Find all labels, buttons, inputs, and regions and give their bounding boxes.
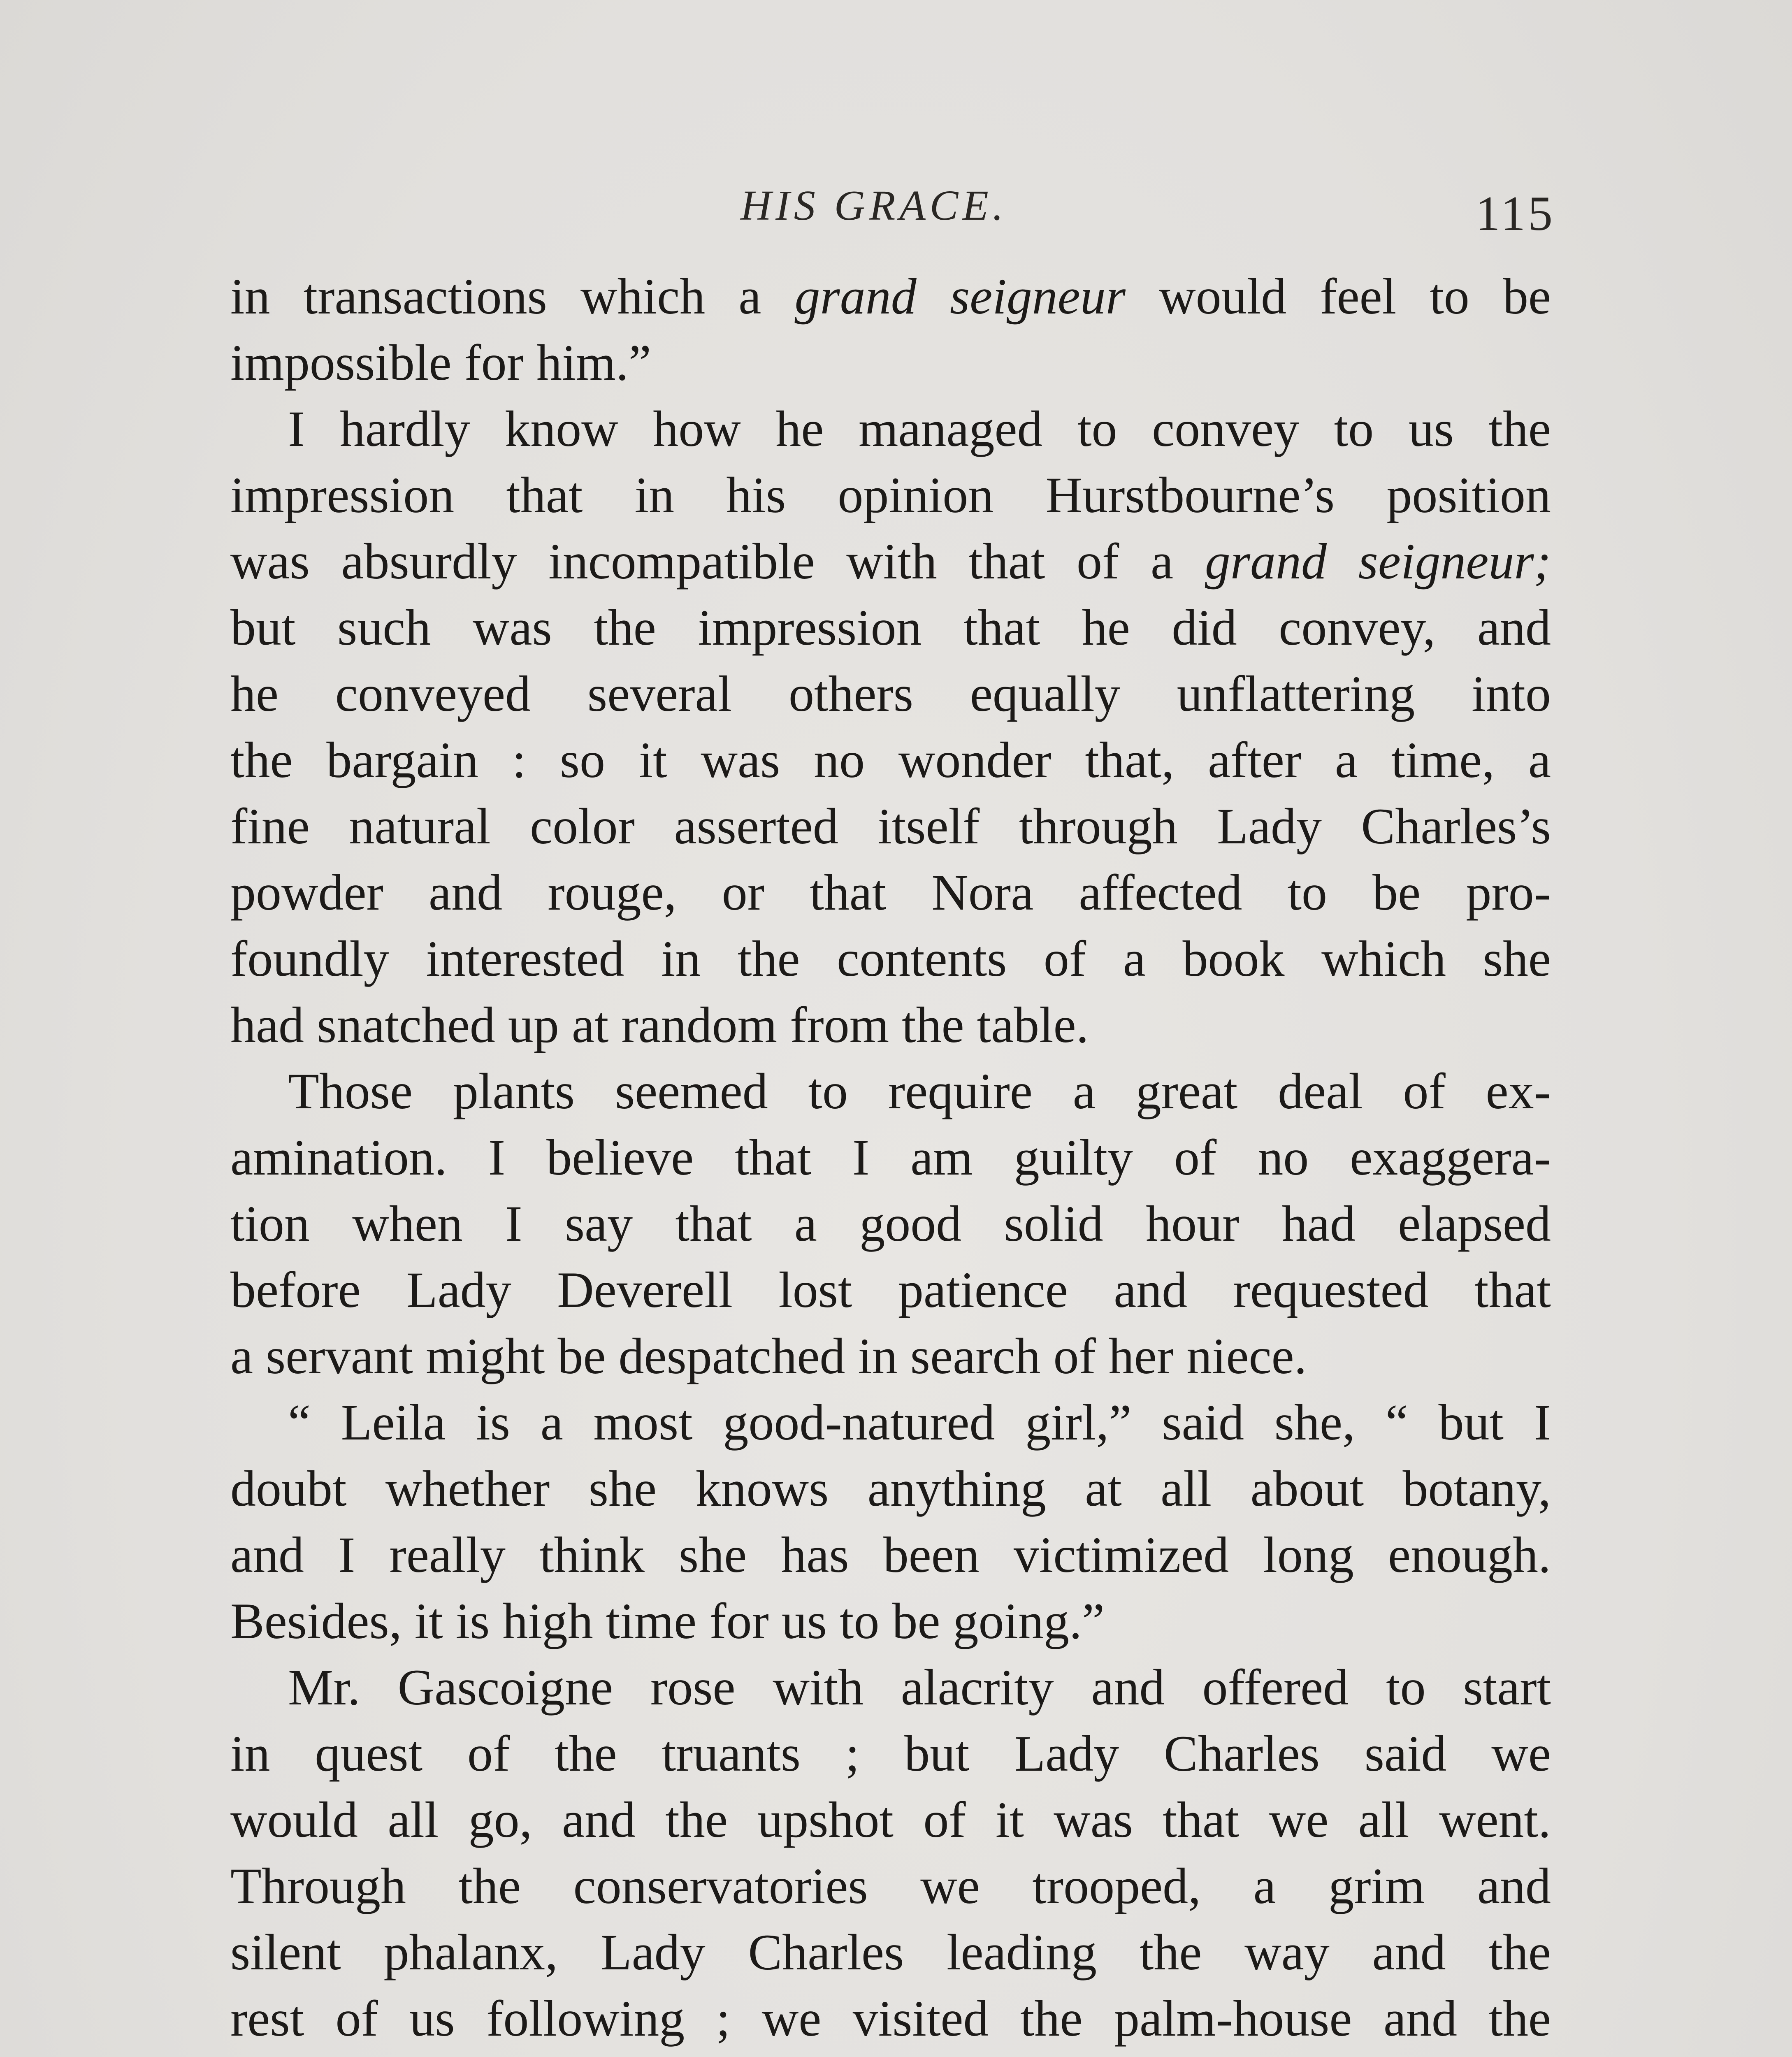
text-line: Through the conservatories we trooped, a grim and [230, 1858, 1551, 1914]
text-line: tion when I say that a good solid hour had elapsed [230, 1196, 1551, 1252]
text-line: impression that in his opinion Hurstbourne’s position [230, 467, 1551, 523]
text-line: had snatched up at random from the table. [230, 997, 1089, 1053]
text-line: was absurdly incompatible with that of a grand seigneur; [230, 533, 1551, 590]
text-line: before Lady Deverell lost patience and requested that [230, 1262, 1551, 1318]
text-line: the bargain : so it was no wonder that, after a time, a [230, 732, 1551, 788]
text-line: foundly interested in the contents of a book which she [230, 931, 1551, 987]
text-line: impossible for him.” [230, 334, 651, 391]
running-head: HIS GRACE. [740, 182, 1007, 229]
text-line: in transactions which a grand seigneur would feel to be [230, 268, 1551, 325]
text-line: doubt whether she knows anything at all about botany, [230, 1460, 1551, 1517]
page-header [230, 173, 1555, 243]
text-line: fine natural color asserted itself through Lady Charles’s [230, 798, 1551, 854]
body-text [230, 263, 1551, 2057]
text-line: silent phalanx, Lady Charles leading the way and the [230, 1924, 1551, 1980]
text-line: “ Leila is a most good-natured girl,” said she, “ but I [288, 1394, 1551, 1451]
text-line: he conveyed several others equally unflattering into [230, 666, 1551, 722]
text-line: a servant might be despatched in search of her niece. [230, 1328, 1307, 1384]
page-number: 115 [1475, 186, 1555, 241]
text-line: amination. I believe that I am guilty of no exaggera- [230, 1129, 1551, 1186]
text-line: but such was the impression that he did convey, and [230, 599, 1551, 656]
text-line: Besides, it is high time for us to be going.” [230, 1593, 1105, 1649]
text-line: and I really think she has been victimized long enough. [230, 1527, 1551, 1583]
text-line: rest of us following ; we visited the palm-house and the [230, 1990, 1551, 2047]
text-line: Mr. Gascoigne rose with alacrity and offered to start [288, 1659, 1551, 1716]
text-line: I hardly know how he managed to convey to us the [288, 401, 1551, 457]
text-line [230, 2052, 1551, 2057]
text-line: Those plants seemed to require a great deal of ex- [288, 1063, 1551, 1119]
text-line: powder and rouge, or that Nora affected to be pro- [230, 864, 1551, 921]
text-line: in quest of the truants ; but Lady Charles said we [230, 1725, 1551, 1782]
text-line: would all go, and the upshot of it was that we all went. [230, 1792, 1551, 1848]
